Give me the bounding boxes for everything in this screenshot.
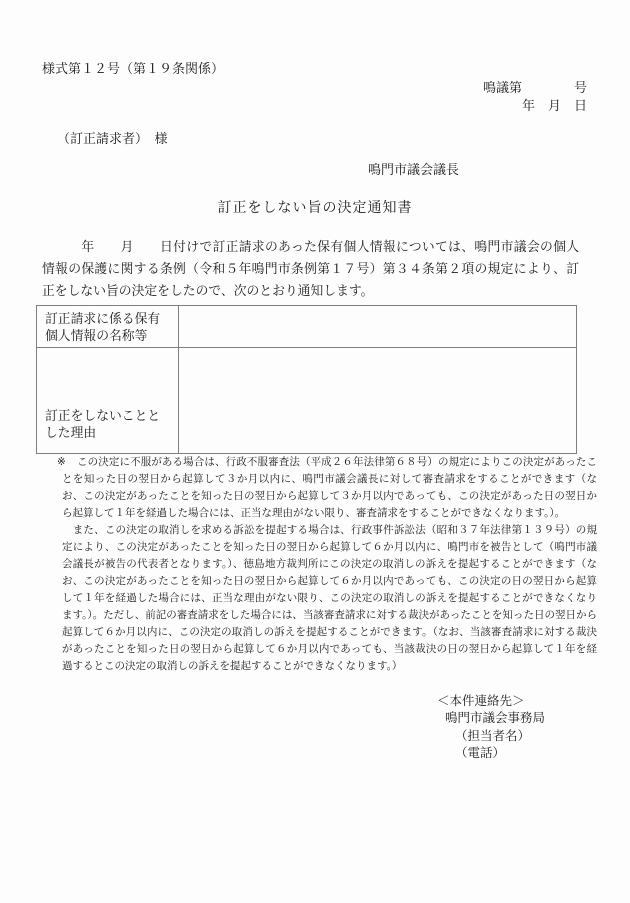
contact-heading: ＜本件連絡先＞ (437, 694, 525, 708)
contact-line-office: 鳴門市議会事務局 (445, 711, 546, 726)
sender: 鳴門市議会議長 (368, 162, 460, 177)
document-title: 訂正をしない旨の決定通知書 (217, 201, 413, 216)
table-row (37, 348, 577, 454)
form-number: 様式第１２号（第１９条関係） (42, 61, 225, 76)
row-label-information-name: 訂正請求に係る保有個人情報の名称等 (37, 306, 179, 348)
addressee: （訂正請求者） 様 (57, 131, 168, 146)
reference-mark-icon: ※ (57, 457, 66, 468)
note-paragraph-lawsuit: また、この決定の取消しを求める訴訟を提起する場合は、行政事件訴訟法（昭和３７年法律第１３９号）の規定により、この決定があったことを知った日の翌日から起算して６か月以内に、鳴門市を被告として（鳴門市議会議長が被告の代表者となります。）、徳島地方裁判所にこの決定の取消しの訴えを提起することができます（なお、この決定があったことを知った日の翌日から起算して６か月以内であっても、この決定の日の翌日から起算して１年を経過した場合には、正当な理由がない限り、この決定の取消しの訴えを提起することができなくなります。）。ただし、前記の審査請求をした場合には、当該審査請求に対する裁決があったことを知った日の翌日から起算して６か月以内に、この決定の取消しの訴えを提起することができます。（なお、当該審査請求に対する裁決があったことを知った日の翌日から起算して６か月以内であっても、当該裁決の日の翌日から起算して１年を経過するとこの決定の取消しの訴えを提起することができなくなります。） (62, 525, 597, 672)
contact-line-phone: （電話） (455, 746, 506, 761)
info-table (36, 305, 577, 454)
table-row (37, 306, 577, 348)
contact-line-person: （担当者名） (455, 728, 531, 743)
doc-number-line: 鳴議第 号 (482, 80, 587, 95)
doc-number-block (483, 79, 587, 115)
row-value-information-name (179, 306, 577, 348)
body-paragraph: 年 月 日付けで訂正請求のあった保有個人情報については、鳴門市議会の個人情報の保護に関する条例（令和５年鳴門市条例第１７号）第３４条第２項の規定により、訂正をしない旨の決定をしたので、次のとおり通知します。 (42, 240, 579, 298)
row-value-reason (179, 348, 577, 454)
date-line: 年 月 日 (521, 98, 587, 113)
note-block (57, 454, 597, 675)
contact-block (437, 693, 545, 763)
note-paragraph-appeal: この決定に不服がある場合は、行政不服審査法（平成２６年法律第６８号）の規定によりこの決定があったことを知った日の翌日から起算して３か月以内に、鳴門市議会議長に対して審査請求をすることができます（なお、この決定があったことを知った日の翌日から起算して３か月以内であっても、この決定があった日の翌日から起算して１年を経過した場合には、正当な理由がない限り、審査請求をすることができなくなります。）。 (62, 457, 597, 519)
row-label-reason: 訂正をしないこととした理由 (37, 348, 179, 454)
